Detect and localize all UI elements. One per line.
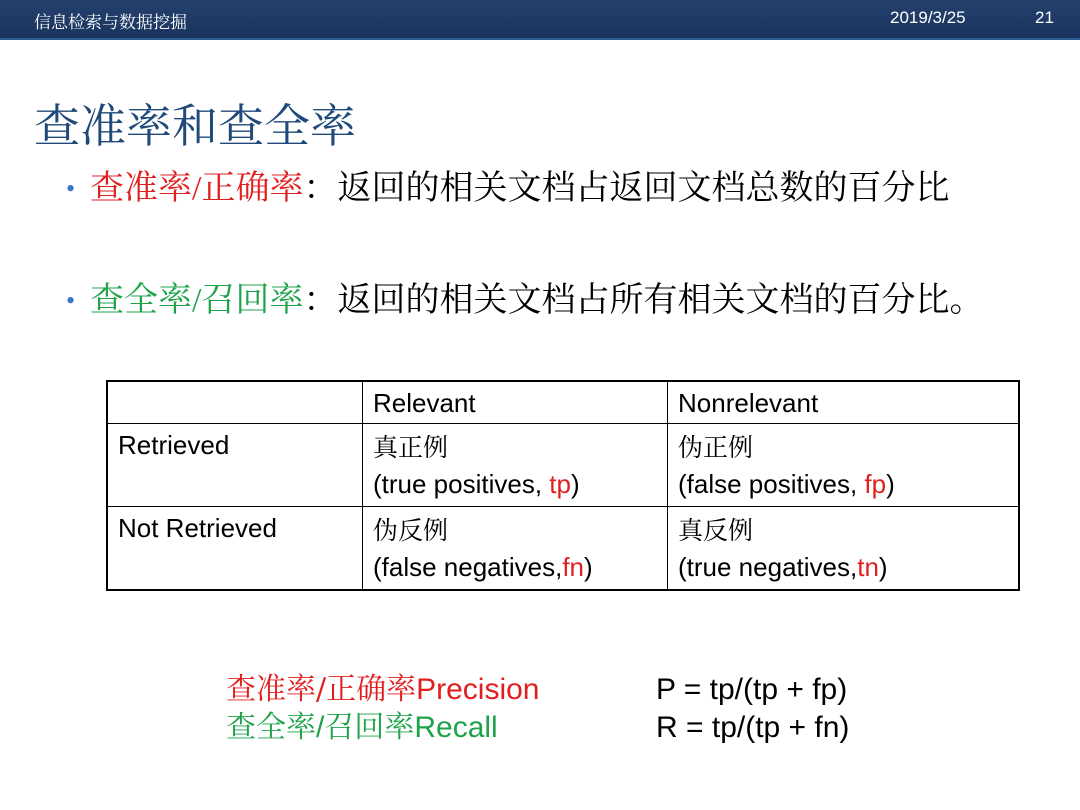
- cell-cn: 真反例: [678, 516, 754, 545]
- cell-cn: 伪反例: [373, 516, 449, 545]
- formula-cn: 查全率/召回率: [226, 711, 415, 744]
- row-label-retrieved: Retrieved: [107, 424, 363, 507]
- precision-definition: 返回的相关文档占返回文档总数的百分比: [337, 170, 950, 207]
- header-cell-relevant: Relevant: [363, 381, 668, 424]
- header-cell-nonrelevant: Nonrelevant: [668, 381, 1020, 424]
- precision-term: 查准率/正确率: [90, 170, 304, 207]
- cell-false-negatives: [363, 507, 668, 591]
- precision-formula: [226, 672, 848, 708]
- cell-abbr: tp: [549, 469, 571, 499]
- formula-en: Precision: [416, 673, 540, 706]
- recall-definition: 返回的相关文档占所有相关文档的百分比。: [337, 282, 984, 319]
- table-row: [107, 424, 1019, 507]
- row-label-not-retrieved: Not Retrieved: [107, 507, 363, 591]
- cell-cn: 真正例: [373, 433, 449, 462]
- table-header-row: [107, 381, 1019, 424]
- cell-true-negatives: [668, 507, 1020, 591]
- bullet-dot-icon: •: [66, 286, 76, 315]
- cell-prefix: (false negatives,: [373, 552, 563, 582]
- cell-cn: 伪正例: [678, 433, 754, 462]
- formula-cn: 查准率/正确率: [226, 672, 417, 707]
- cell-abbr: fn: [562, 552, 585, 582]
- cell-abbr: tn: [857, 552, 879, 582]
- page-number: 21: [1035, 8, 1054, 27]
- formula-expression: R = tp/(tp + fn): [656, 711, 850, 744]
- cell-suffix: ): [570, 469, 580, 499]
- table-row: [107, 507, 1019, 591]
- header-cell-empty: [107, 381, 363, 424]
- cell-false-positives: [668, 424, 1020, 507]
- header-bar: [0, 0, 1080, 40]
- precision-colon: ：: [303, 170, 338, 207]
- cell-suffix: ): [584, 552, 593, 582]
- confusion-matrix-table: [106, 380, 1020, 591]
- recall-formula: [226, 710, 850, 746]
- slide-date: 2019/3/25: [890, 8, 966, 27]
- cell-prefix: (false positives,: [678, 469, 865, 499]
- formula-en: Recall: [414, 711, 498, 744]
- formula-expression: P = tp/(tp + fp): [656, 673, 848, 706]
- cell-prefix: (true positives,: [373, 469, 550, 499]
- recall-term: 查全率/召回率: [90, 282, 304, 319]
- bullet-precision: [66, 168, 1026, 210]
- cell-suffix: ): [886, 469, 895, 499]
- cell-abbr: fp: [864, 469, 887, 499]
- bullet-recall: [66, 280, 1026, 322]
- cell-suffix: ): [878, 552, 888, 582]
- cell-prefix: (true negatives,: [678, 552, 858, 582]
- cell-true-positives: [363, 424, 668, 507]
- course-title: 信息检索与数据挖掘: [34, 13, 187, 32]
- slide-title: 查准率和查全率: [34, 101, 356, 152]
- recall-colon: ：: [303, 282, 338, 319]
- bullet-dot-icon: •: [66, 174, 76, 203]
